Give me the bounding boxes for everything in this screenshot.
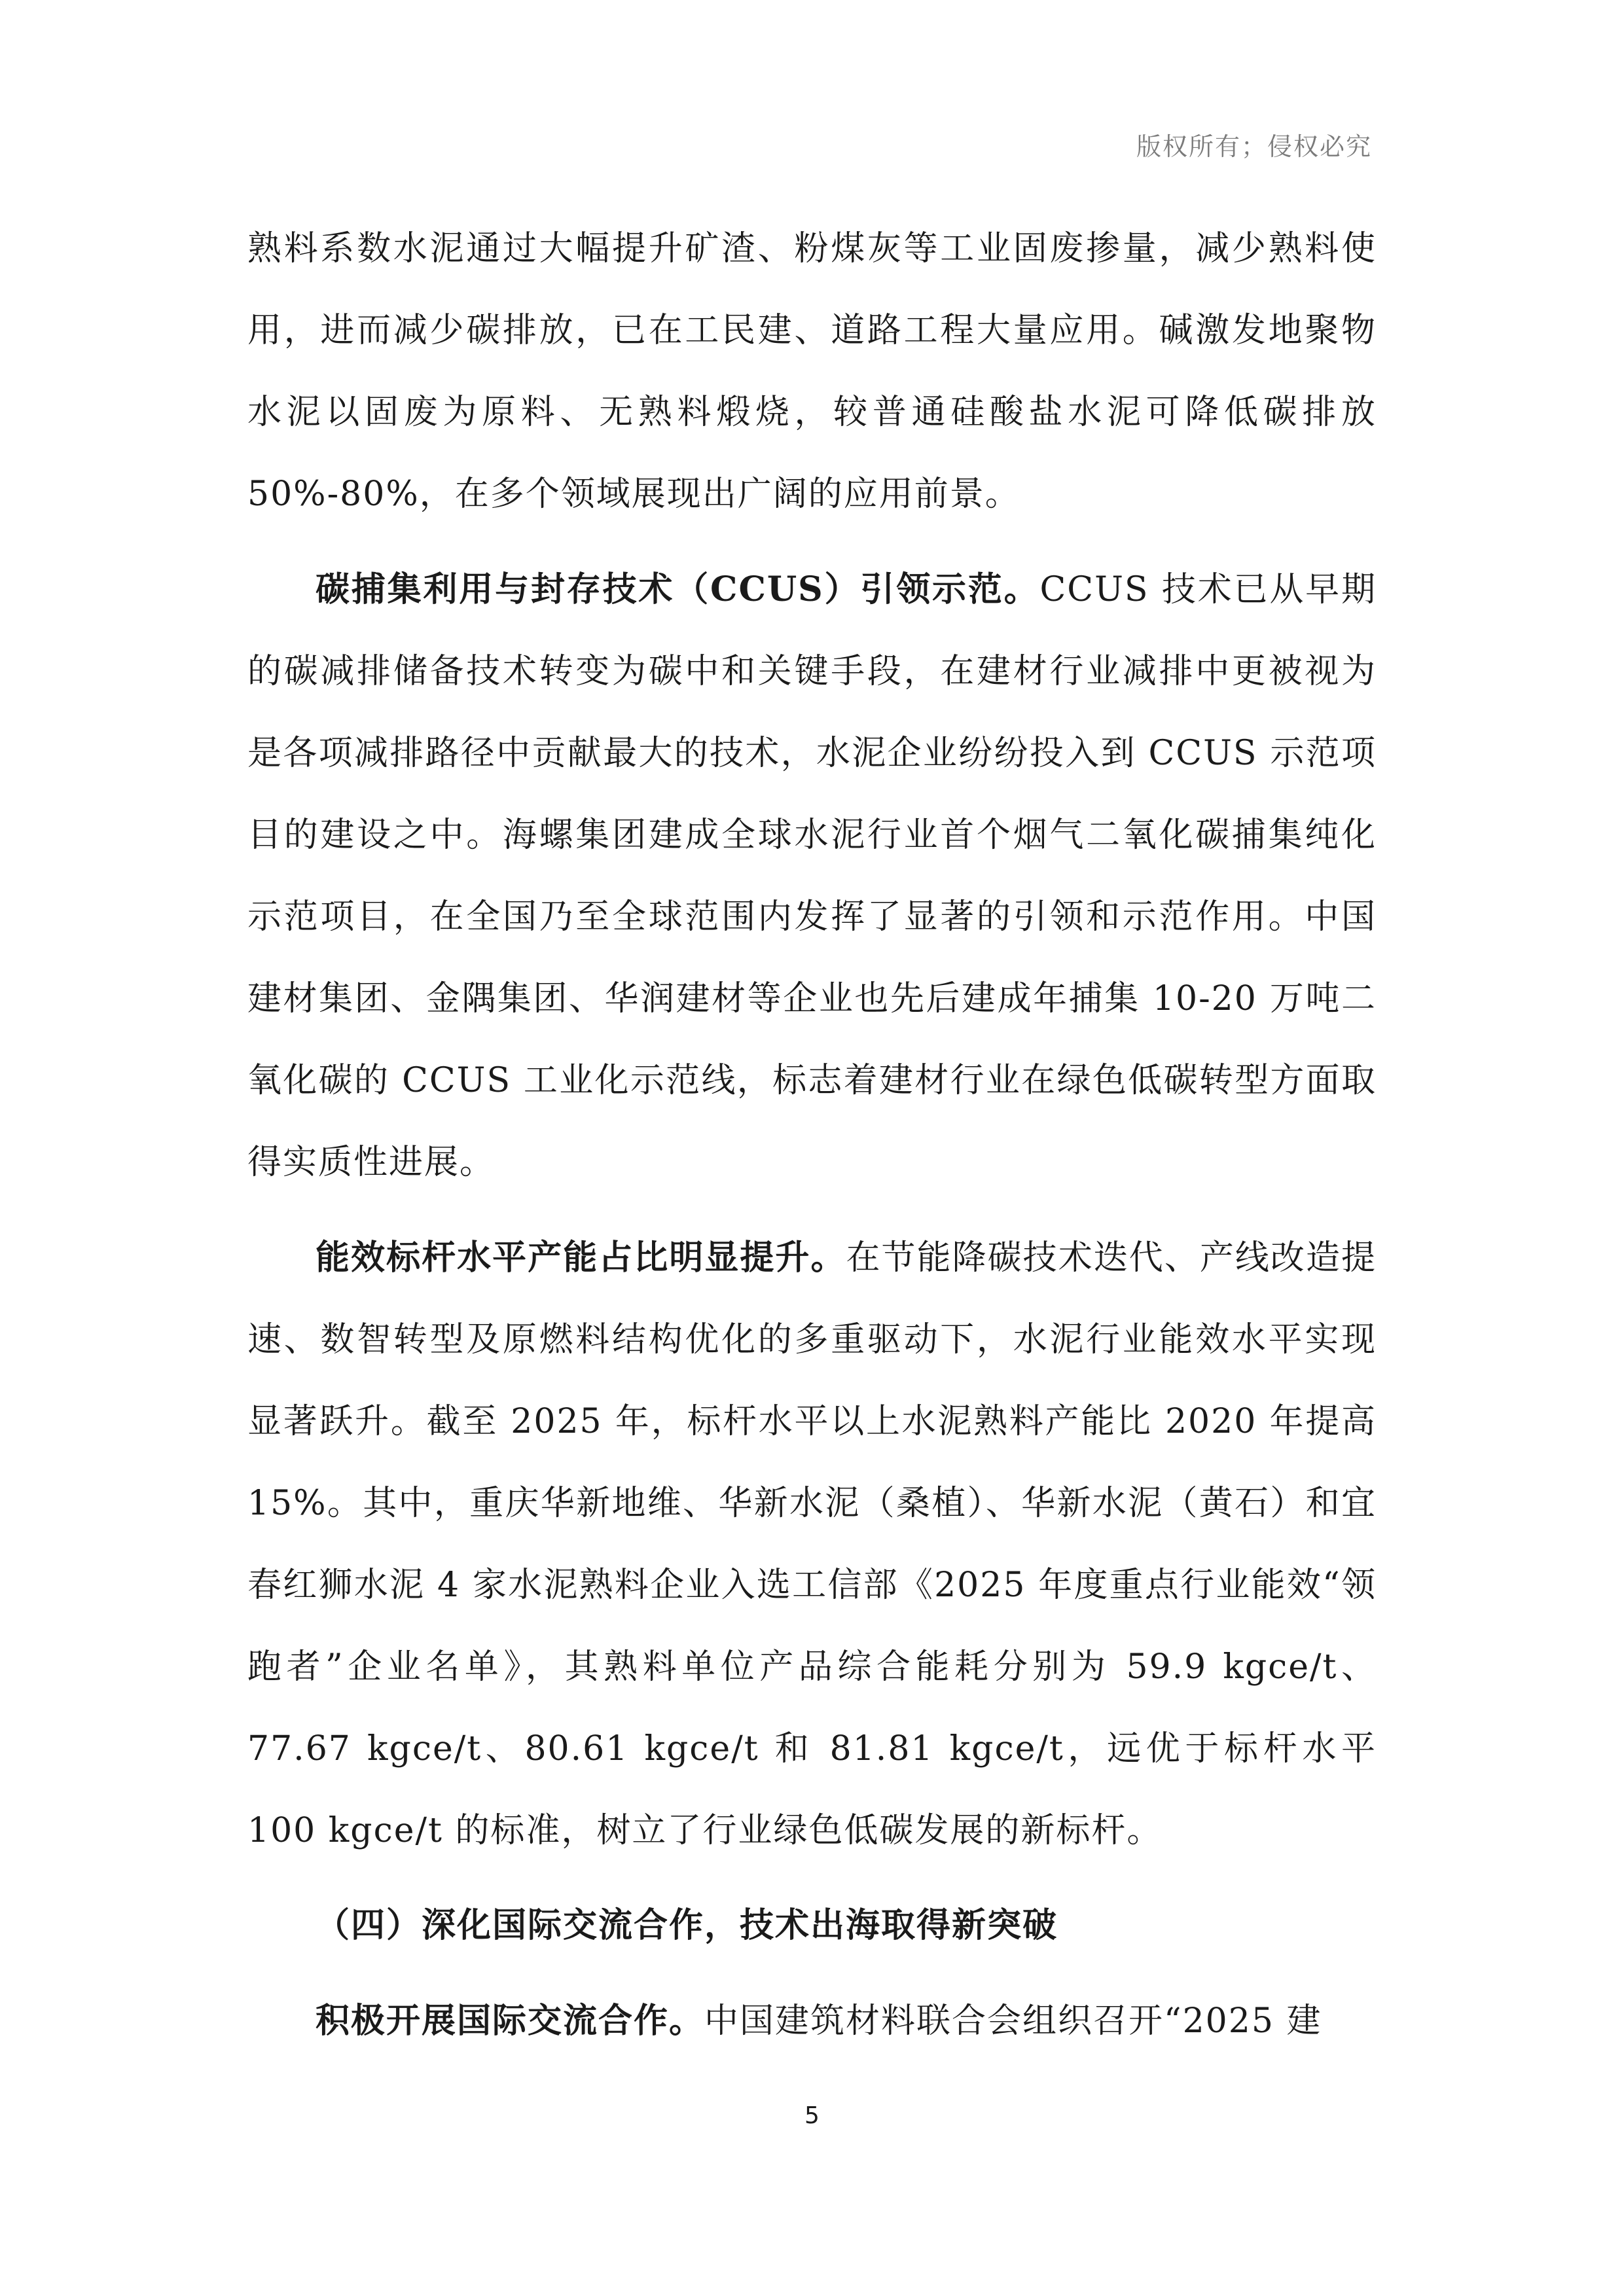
paragraph-international-exchange bbox=[247, 1980, 1377, 2062]
paragraph-international-exchange-lead: 积极开展国际交流合作。 bbox=[316, 2001, 705, 2041]
document-body bbox=[247, 208, 1377, 2075]
paragraph-energy-efficiency-body: 在节能降碳技术迭代、产线改造提速、数智转型及原燃料结构优化的多重驱动下，水泥行业能效水平实现显著跃升。截至 2025 年，标杆水平以上水泥熟料产能比 2020 年提高 15%。其中，重庆华新地维、华新水泥（桑植）、华新水泥（黄石）和宜春红狮水泥 4 家水泥熟料企业入选工信部《2025 年度重点行业能效“领跑者”企业名单》，其熟料单位产品综合能耗分别为 59.9 kgce/t、77.67 kgce/t、80.61 kgce/t 和 81.81 kgce/t，远优于标杆水平 100 kgce/t 的标准，树立了行业绿色低碳发展的新标杆。 bbox=[247, 1238, 1377, 1850]
page-number: 5 bbox=[804, 2102, 820, 2129]
paragraph-energy-efficiency-lead: 能效标杆水平产能占比明显提升。 bbox=[316, 1238, 846, 1278]
paragraph-international-exchange-body: 中国建筑材料联合会组织召开“2025 建 bbox=[704, 2001, 1322, 2041]
paragraph-ccus bbox=[247, 548, 1377, 1204]
paragraph-low-clinker-cement: 熟料系数水泥通过大幅提升矿渣、粉煤灰等工业固废掺量，减少熟料使用，进而减少碳排放，已在工民建、道路工程大量应用。碱激发地聚物水泥以固废为原料、无熟料煅烧，较普通硅酸盐水泥可降低碳排放 50%-80%，在多个领域展现出广阔的应用前景。 bbox=[247, 229, 1377, 514]
copyright-notice: 版权所有；侵权必究 bbox=[1136, 132, 1372, 161]
paragraph-ccus-lead: 碳捕集利用与封存技术（CCUS）引领示范。 bbox=[316, 569, 1040, 609]
paragraph-ccus-body: CCUS 技术已从早期的碳减排储备技术转变为碳中和关键手段，在建材行业减排中更被视为是各项减排路径中贡献最大的技术，水泥企业纷纷投入到 CCUS 示范项目的建设之中。海螺集团建成全球水泥行业首个烟气二氧化碳捕集纯化示范项目，在全国乃至全球范围内发挥了显著的引领和示范作用。中国建材集团、金隅集团、华润建材等企业也先后建成年捕集 10-20 万吨二氧化碳的 CCUS 工业化示范线，标志着建材行业在绿色低碳转型方面取得实质性进展。 bbox=[247, 570, 1377, 1182]
section-heading-international-cooperation: （四）深化国际交流合作，技术出海取得新突破 bbox=[316, 1906, 1058, 1945]
paragraph-energy-efficiency bbox=[247, 1217, 1377, 1872]
